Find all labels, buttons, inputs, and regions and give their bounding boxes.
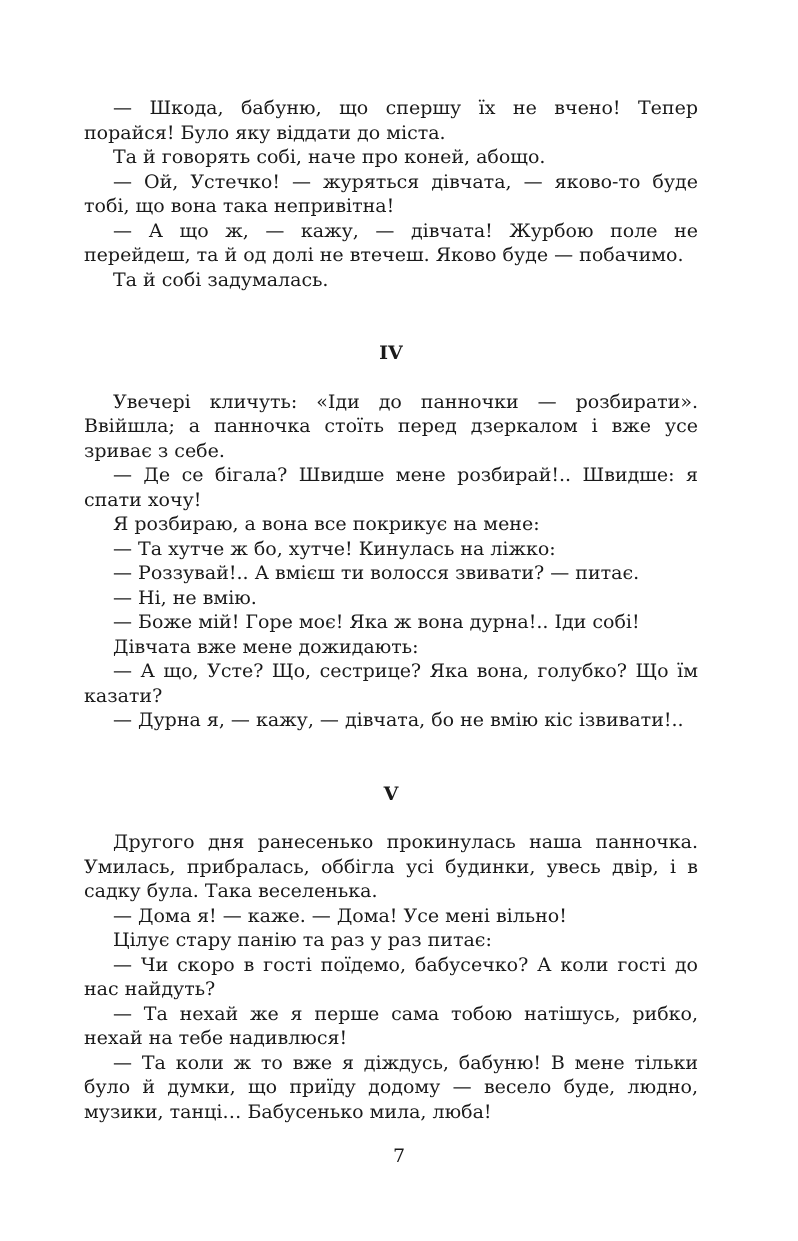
paragraph: — Та хутче ж бо, хутче! Кинулась на ліжко: bbox=[113, 537, 556, 560]
paragraph: Та й собі задумалась. bbox=[113, 268, 329, 291]
paragraph: — Дурна я, — кажу, — дівчата, бо не вмію кіс ізвивати!.. bbox=[113, 709, 684, 731]
paragraph: — Чи скоро в гості поїдемо, бабусечко? А коли гості до нас найдуть? bbox=[84, 953, 698, 1000]
paragraph: Я розбираю, а вона все покрикує на мене: bbox=[113, 513, 540, 535]
paragraph: — Дома я! — каже. — Дома! Усе мені вільно! bbox=[113, 904, 567, 927]
page-body bbox=[84, 96, 698, 1124]
paragraph: — Ой, Устечко! — журяться дівчата, — яково-то буде тобі, що вона така непривітна! bbox=[84, 170, 698, 217]
paragraph: — А що ж, — кажу, — дівчата! Журбою поле не перейдеш, та й од долі не втечеш. Яково буде — побачимо. bbox=[84, 219, 698, 266]
paragraph: Цілує стару панію та раз у раз питає: bbox=[113, 929, 492, 951]
section-heading-iv: IV bbox=[379, 342, 403, 364]
paragraph: — Роззувай!.. А вмієш ти волосся звивати? — питає. bbox=[113, 562, 640, 584]
paragraph: — Боже мій! Горе моє! Яка ж вона дурна!.. Іди собі! bbox=[113, 611, 640, 633]
paragraph: — Де се бігала? Швидше мене розбирай!.. Швидше: я спати хочу! bbox=[84, 464, 698, 511]
paragraph: — А що, Усте? Що, сестрице? Яка вона, голубко? Що їм казати? bbox=[84, 660, 698, 707]
paragraph: Другого дня ранесенько прокинулась наша панночка. Умилась, прибралась, оббігла усі будинки, увесь двір, і в садку була. Така веселенька. bbox=[84, 831, 698, 902]
section-heading-v: V bbox=[383, 782, 399, 805]
paragraph: — Та коли ж то вже я діждусь, бабуню! В мене тільки було й думки, що приїду додому — весело буде, людно, музики, танці… Бабусенько мила, люба! bbox=[84, 1051, 698, 1123]
paragraph: — Та нехай же я перше сама тобою натішусь, рибко, нехай на тебе надивлюся! bbox=[84, 1002, 698, 1049]
paragraph: — Ні, не вмію. bbox=[113, 586, 257, 609]
paragraph: Увечері кличуть: «Іди до панночки — розбирати». Ввійшла; а панночка стоїть перед дзеркалом і вже усе зриває з себе. bbox=[84, 390, 698, 462]
paragraph: Дівчата вже мене дожидають: bbox=[113, 635, 419, 658]
paragraph: Та й говорять собі, наче про коней, абощо. bbox=[113, 146, 546, 168]
paragraph: — Шкода, бабуню, що спершу їх не вчено! Тепер порайся! Було яку віддати до міста. bbox=[84, 97, 698, 144]
page-number: 7 bbox=[392, 1145, 406, 1167]
